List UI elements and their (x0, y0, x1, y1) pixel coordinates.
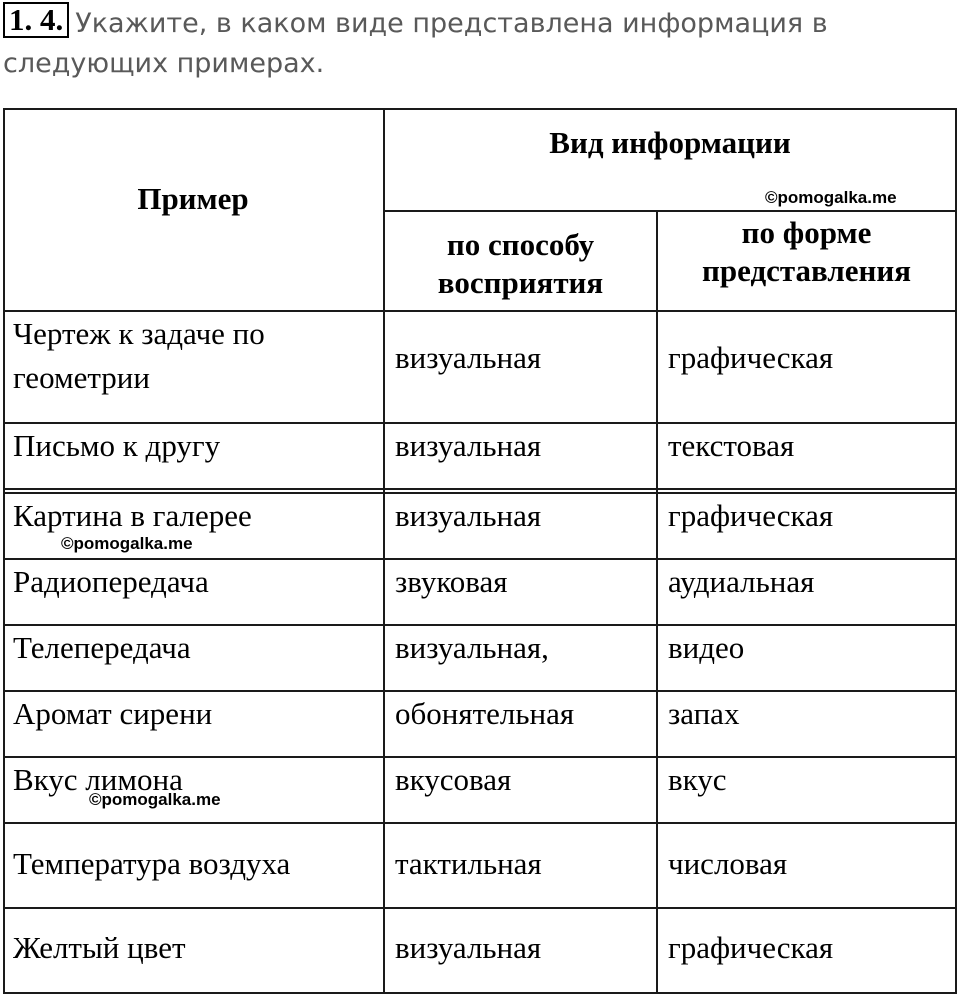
row-example: Температура воздуха (13, 846, 291, 881)
row-perception: визуальная, (395, 630, 549, 665)
row-example: Письмо к другу (13, 428, 221, 463)
row-example: Аромат сирени (13, 696, 213, 731)
row-example: Радиопередача (13, 564, 209, 599)
watermark: ©pomogalka.me (61, 534, 193, 553)
row-form: аудиальная (668, 564, 815, 599)
row-form: видео (668, 630, 745, 665)
table-border-top (3, 108, 957, 110)
row-example: Чертеж к задаче по геометрии (13, 316, 265, 395)
row-divider (3, 907, 957, 909)
col-divider (656, 210, 658, 994)
table-border-right (955, 108, 957, 994)
row-example: Вкус лимона (13, 762, 183, 797)
header-perception: по способу восприятия (437, 227, 604, 300)
row-divider (3, 488, 957, 490)
row-perception: визуальная (395, 498, 542, 533)
row-perception: визуальная (395, 930, 542, 965)
row-example: Желтый цвет (13, 930, 186, 965)
row-divider (3, 822, 957, 824)
watermark: ©pomogalka.me (89, 790, 221, 809)
row-form: числовая (668, 846, 788, 881)
row-form: текстовая (668, 428, 795, 463)
row-perception: визуальная (395, 340, 542, 375)
task-text: Укажите, в каком виде представлена информация в следующих примерах. (3, 8, 828, 79)
row-form: вкус (668, 762, 727, 797)
task-number: 1. 4. (3, 2, 69, 38)
row-perception: вкусовая (395, 762, 512, 797)
header-form: по форме представления (702, 215, 911, 288)
row-form: графическая (668, 340, 834, 375)
row-form: графическая (668, 930, 834, 965)
row-form: графическая (668, 498, 834, 533)
header-info-type: Вид информации (549, 125, 791, 160)
task-statement (3, 2, 953, 84)
row-form: запах (668, 696, 740, 731)
header-divider (384, 210, 957, 212)
header-example: Пример (137, 181, 249, 216)
row-perception: обонятельная (395, 696, 575, 731)
table-border-bottom (3, 992, 957, 994)
row-example: Картина в галерее (13, 498, 252, 533)
row-perception: визуальная (395, 428, 542, 463)
table-border-left (3, 108, 5, 994)
row-perception: звуковая (395, 564, 508, 599)
row-perception: тактильная (395, 846, 542, 881)
row-example: Телепередача (13, 630, 191, 665)
watermark: ©pomogalka.me (765, 188, 897, 207)
